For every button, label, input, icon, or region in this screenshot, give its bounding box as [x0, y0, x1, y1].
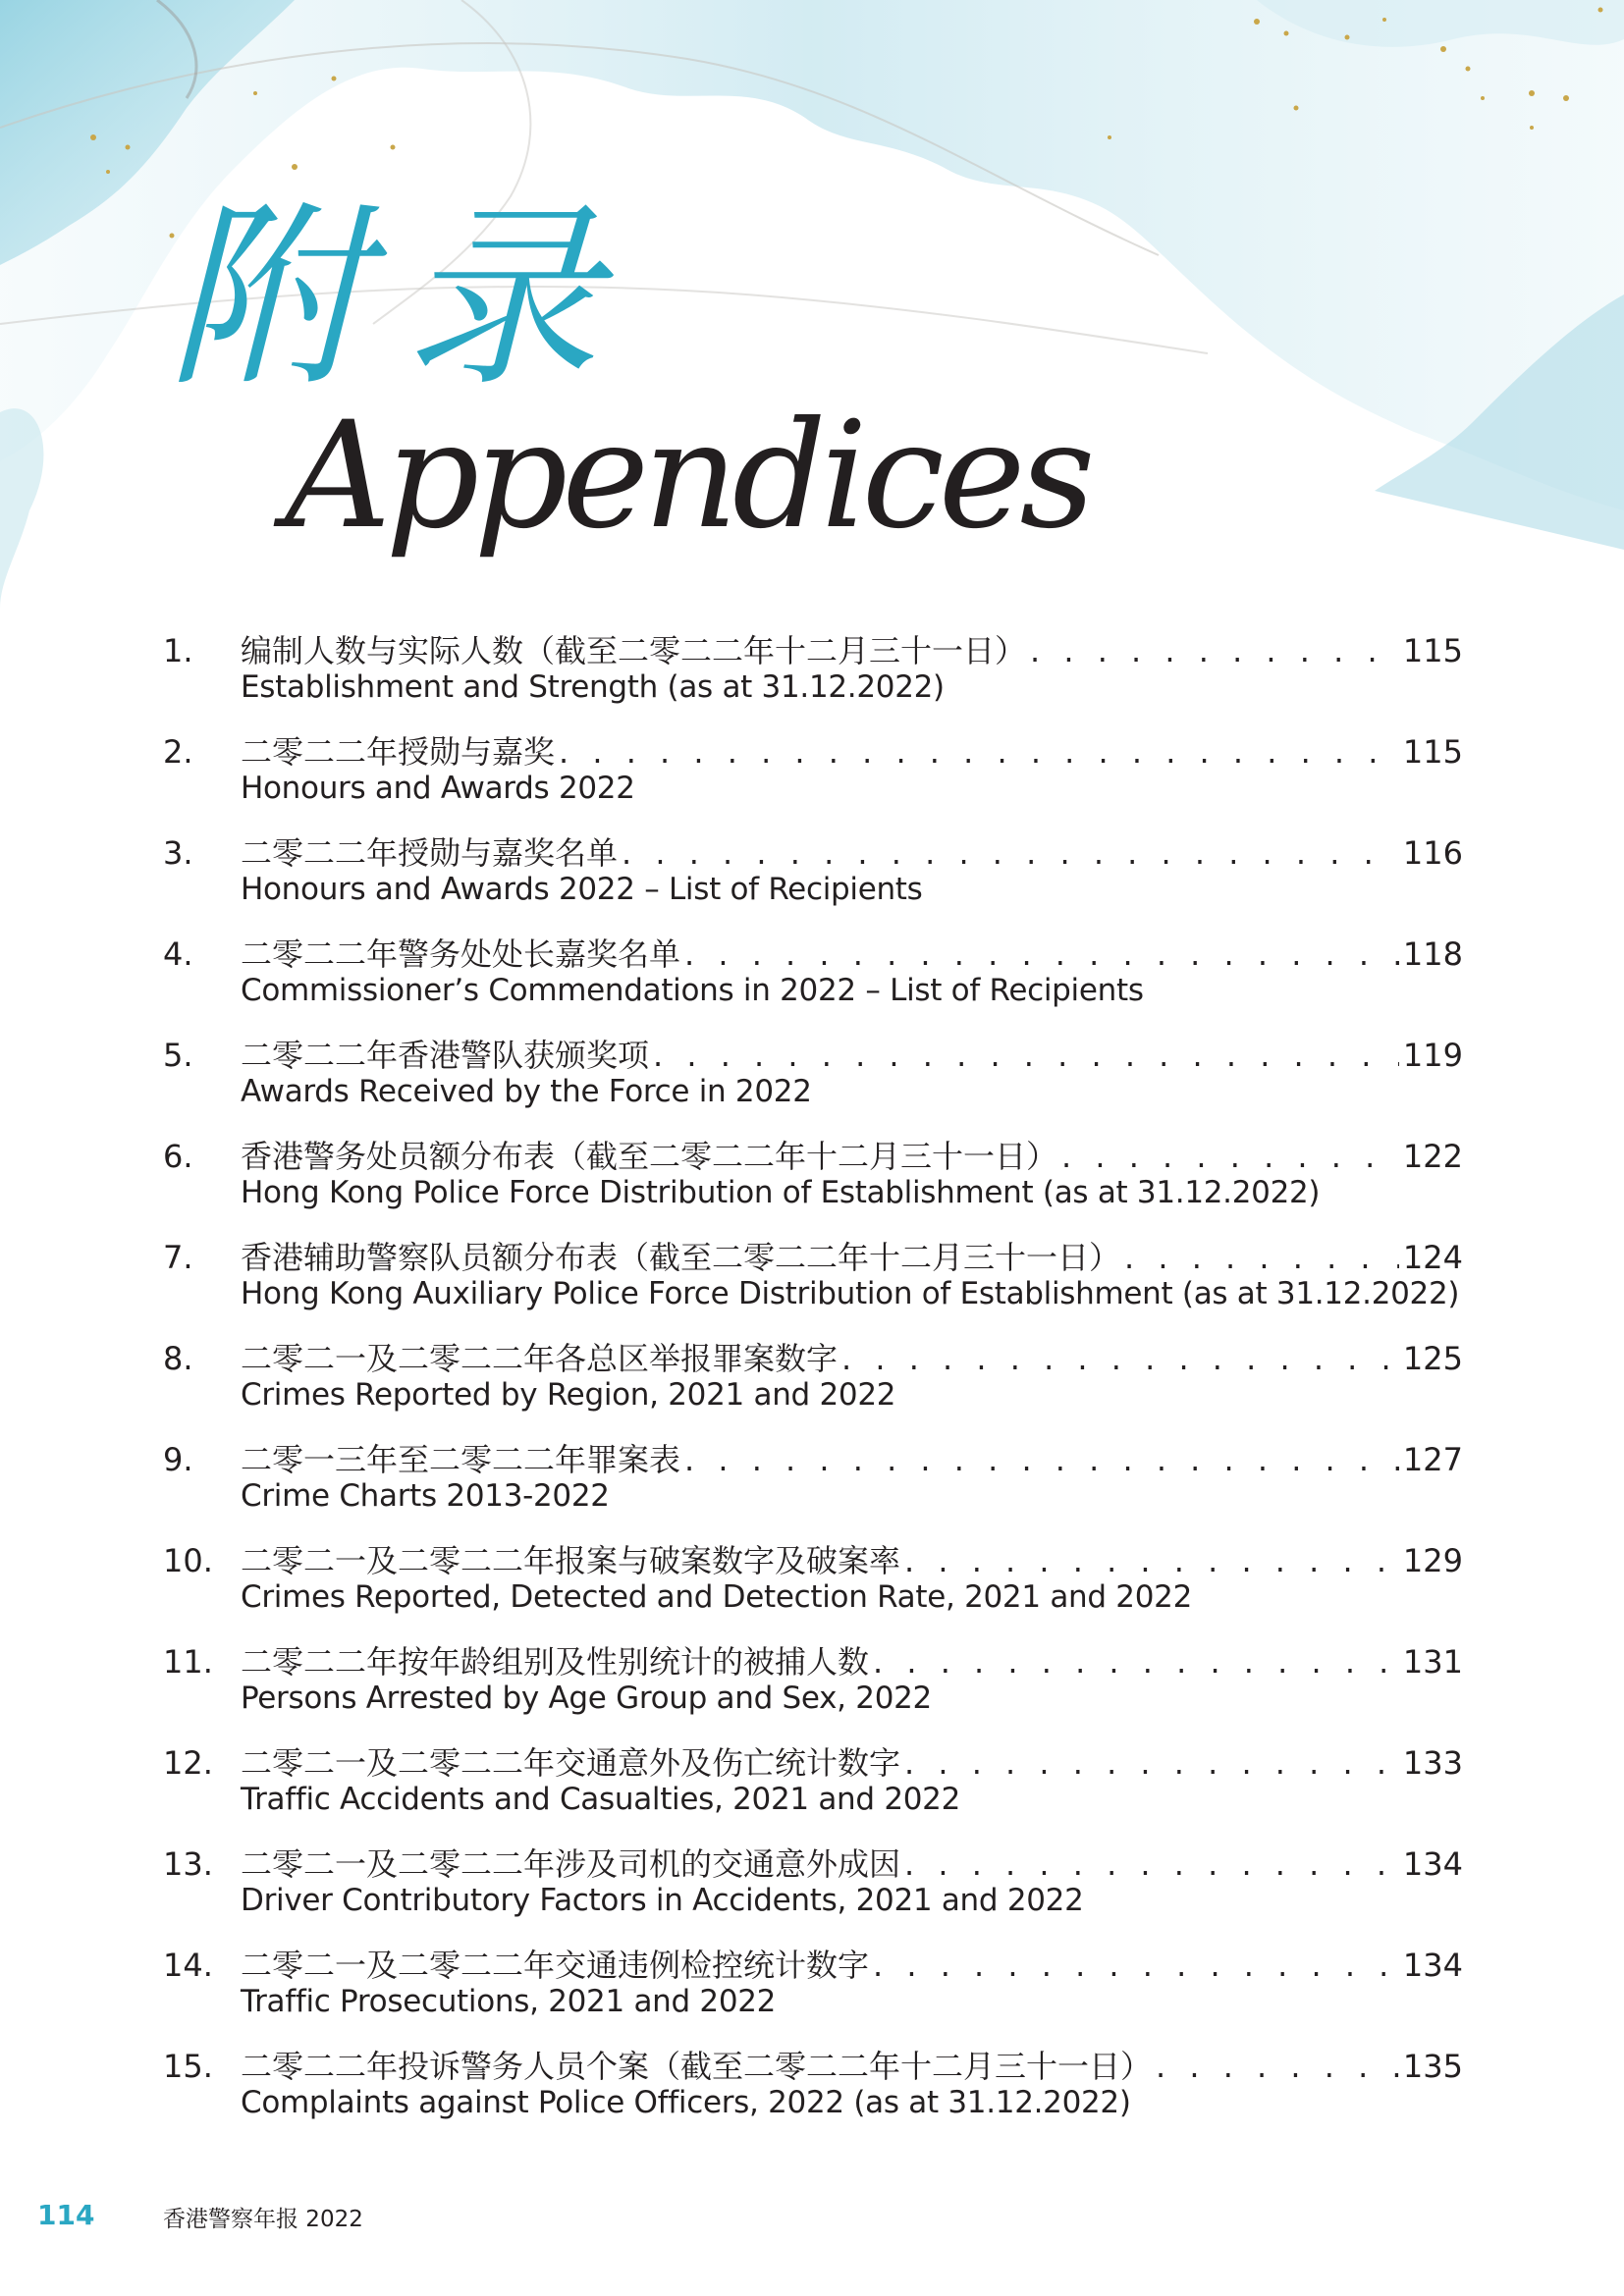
entry-number: 3. [163, 834, 193, 872]
dot-leader [904, 1845, 1399, 1883]
entry-number: 14. [163, 1947, 213, 1984]
dot-leader [904, 1542, 1399, 1579]
entry-chinese-line [241, 1340, 1463, 1377]
footer-page-number: 114 [37, 2199, 95, 2231]
entry-title-chinese: 二零二二年警务处处长嘉奖名单 [241, 935, 681, 973]
entry-page-number: 124 [1402, 1239, 1463, 1276]
toc-entry[interactable] [0, 1842, 1624, 1943]
entry-title-english: Traffic Accidents and Casualties, 2021 and 2022 [241, 1782, 961, 1817]
entry-number: 15. [163, 2048, 213, 2085]
entry-title-chinese: 二零一三年至二零二二年罪案表 [241, 1441, 681, 1478]
dot-leader [1124, 1239, 1399, 1276]
dot-leader [653, 1037, 1399, 1074]
dot-leader [873, 1947, 1399, 1984]
entry-title-english: Driver Contributory Factors in Accidents, 2021 and 2022 [241, 1883, 1084, 1918]
entry-page-number: 131 [1402, 1643, 1463, 1681]
entry-number: 2. [163, 733, 193, 771]
entry-title-english: Crimes Reported by Region, 2021 and 2022 [241, 1377, 896, 1413]
dot-leader [684, 1441, 1399, 1478]
toc-entry[interactable] [0, 1943, 1624, 2044]
toc-entry[interactable] [0, 1235, 1624, 1336]
entry-title-chinese: 二零二一及二零二二年交通违例检控统计数字 [241, 1947, 870, 1984]
entry-page-number: 118 [1402, 935, 1463, 973]
entry-chinese-line [241, 834, 1463, 872]
entry-title-english: Commissioner’s Commendations in 2022 – List of Recipients [241, 973, 1144, 1008]
entry-chinese-line [241, 1239, 1463, 1276]
entry-number: 6. [163, 1138, 193, 1175]
entry-title-english: Honours and Awards 2022 [241, 771, 635, 806]
toc-entry[interactable] [0, 1033, 1624, 1134]
toc-entry[interactable] [0, 830, 1624, 932]
entry-page-number: 125 [1402, 1340, 1463, 1377]
entry-title-chinese: 香港警务处员额分布表（截至二零二二年十二月三十一日） [241, 1138, 1058, 1175]
entry-chinese-line [241, 1744, 1463, 1782]
entry-number: 4. [163, 935, 193, 973]
dot-leader [873, 1643, 1399, 1681]
entry-chinese-line [241, 935, 1463, 973]
entry-page-number: 122 [1402, 1138, 1463, 1175]
entry-chinese-line [241, 1542, 1463, 1579]
entry-chinese-line [241, 1037, 1463, 1074]
entry-number: 9. [163, 1441, 193, 1478]
entry-chinese-line [241, 2048, 1463, 2085]
entry-number: 12. [163, 1744, 213, 1782]
toc-entry[interactable] [0, 932, 1624, 1033]
entry-title-english: Hong Kong Police Force Distribution of Establishment (as at 31.12.2022) [241, 1175, 1321, 1210]
entry-title-english: Hong Kong Auxiliary Police Force Distribution of Establishment (as at 31.12.2022) [241, 1276, 1460, 1311]
entry-title-chinese: 二零二二年投诉警务人员个案（截至二零二二年十二月三十一日） [241, 2048, 1153, 2085]
dot-leader [684, 935, 1399, 973]
entry-title-english: Crimes Reported, Detected and Detection Rate, 2021 and 2022 [241, 1579, 1193, 1615]
entry-chinese-line [241, 1845, 1463, 1883]
toc-entry[interactable] [0, 1134, 1624, 1235]
entry-title-chinese: 二零二二年香港警队获颁奖项 [241, 1037, 650, 1074]
entry-page-number: 119 [1402, 1037, 1463, 1074]
entry-title-chinese: 二零二一及二零二二年报案与破案数字及破案率 [241, 1542, 901, 1579]
toc-entry[interactable] [0, 628, 1624, 729]
entry-page-number: 116 [1402, 834, 1463, 872]
entry-page-number: 129 [1402, 1542, 1463, 1579]
entry-page-number: 115 [1402, 733, 1463, 771]
entry-number: 10. [163, 1542, 213, 1579]
dot-leader [904, 1744, 1399, 1782]
entry-page-number: 133 [1402, 1744, 1463, 1782]
entry-number: 11. [163, 1643, 213, 1681]
entry-chinese-line [241, 632, 1463, 669]
entry-title-chinese: 编制人数与实际人数（截至二零二二年十二月三十一日） [241, 632, 1027, 669]
entry-title-chinese: 香港辅助警察队员额分布表（截至二零二二年十二月三十一日） [241, 1239, 1121, 1276]
entry-page-number: 134 [1402, 1845, 1463, 1883]
entry-page-number: 134 [1402, 1947, 1463, 1984]
entry-title-chinese: 二零二一及二零二二年交通意外及伤亡统计数字 [241, 1744, 901, 1782]
entry-page-number: 115 [1402, 632, 1463, 669]
entry-title-chinese: 二零二二年按年龄组别及性别统计的被捕人数 [241, 1643, 870, 1681]
toc-entry[interactable] [0, 1437, 1624, 1538]
page-title-english: Appendices [285, 391, 1090, 561]
entry-title-chinese: 二零二一及二零二二年涉及司机的交通意外成因 [241, 1845, 901, 1883]
entry-chinese-line [241, 733, 1463, 771]
entry-chinese-line [241, 1947, 1463, 1984]
dot-leader [559, 733, 1399, 771]
toc-entry[interactable] [0, 1740, 1624, 1842]
entry-title-english: Persons Arrested by Age Group and Sex, 2022 [241, 1681, 932, 1716]
toc-entry[interactable] [0, 1538, 1624, 1639]
entry-title-english: Crime Charts 2013-2022 [241, 1478, 610, 1514]
entry-title-english: Establishment and Strength (as at 31.12.2022) [241, 669, 945, 705]
dot-leader [841, 1340, 1399, 1377]
entry-title-chinese: 二零二一及二零二二年各总区举报罪案数字 [241, 1340, 839, 1377]
entry-title-english: Honours and Awards 2022 – List of Recipients [241, 872, 923, 907]
entry-title-chinese: 二零二二年授勋与嘉奖 [241, 733, 556, 771]
entry-chinese-line [241, 1138, 1463, 1175]
toc-entry[interactable] [0, 2044, 1624, 2145]
entry-title-english: Complaints against Police Officers, 2022 (as at 31.12.2022) [241, 2085, 1131, 2120]
entry-number: 1. [163, 632, 193, 669]
entry-chinese-line [241, 1441, 1463, 1478]
dot-leader [1061, 1138, 1399, 1175]
dot-leader [1156, 2048, 1399, 2085]
toc-entry[interactable] [0, 1336, 1624, 1437]
entry-title-english: Traffic Prosecutions, 2021 and 2022 [241, 1984, 777, 2019]
entry-chinese-line [241, 1643, 1463, 1681]
entry-number: 13. [163, 1845, 213, 1883]
table-of-contents [0, 628, 1624, 2145]
entry-number: 7. [163, 1239, 193, 1276]
toc-entry[interactable] [0, 1639, 1624, 1740]
page-title-chinese: 附录 [167, 185, 639, 413]
dot-leader [1030, 632, 1399, 669]
entry-number: 8. [163, 1340, 193, 1377]
toc-entry[interactable] [0, 729, 1624, 830]
dot-leader [622, 834, 1399, 872]
footer-publication-title: 香港警察年报 2022 [163, 2207, 363, 2232]
entry-title-chinese: 二零二二年授勋与嘉奖名单 [241, 834, 619, 872]
entry-number: 5. [163, 1037, 193, 1074]
entry-page-number: 135 [1402, 2048, 1463, 2085]
entry-title-english: Awards Received by the Force in 2022 [241, 1074, 812, 1109]
entry-page-number: 127 [1402, 1441, 1463, 1478]
